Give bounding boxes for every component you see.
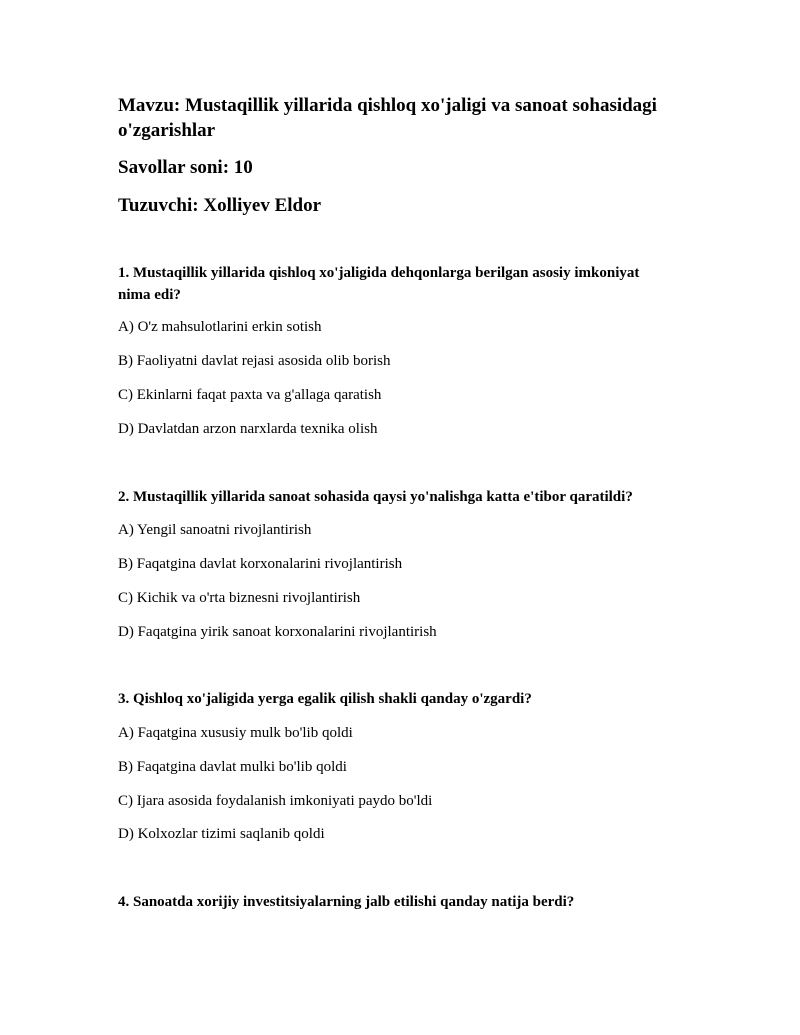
author-line: Tuzuvchi: Xolliyev Eldor (118, 195, 322, 216)
question-2-option-d: D) Faqatgina yirik sanoat korxonalarini rivojlantirish (118, 624, 437, 640)
question-1-option-a: A) O'z mahsulotlarini erkin sotish (118, 319, 322, 335)
topic-title-line2: o'zgarishlar (118, 120, 216, 141)
question-2-option-a: A) Yengil sanoatni rivojlantirish (118, 522, 312, 538)
question-2-option-b: B) Faqatgina davlat korxonalarini rivojlantirish (118, 556, 403, 572)
question-3-option-c: C) Ijara asosida foydalanish imkoniyati paydo bo'ldi (118, 793, 433, 809)
question-2-option-c: C) Kichik va o'rta biznesni rivojlantirish (118, 590, 361, 606)
question-1-option-d: D) Davlatdan arzon narxlarda texnika olish (118, 421, 378, 437)
question-1-text: 1. Mustaqillik yillarida qishloq xo'jaligida dehqonlarga berilgan asosiy imkoniyat (118, 265, 640, 281)
question-1-option-c: C) Ekinlarni faqat paxta va g'allaga qaratish (118, 387, 382, 403)
question-2-text: 2. Mustaqillik yillarida sanoat sohasida qaysi yo'nalishga katta e'tibor qaratildi? (118, 489, 633, 505)
question-1-option-b: B) Faoliyatni davlat rejasi asosida olib borish (118, 353, 391, 369)
topic-title-line1: Mavzu: Mustaqillik yillarida qishloq xo'jaligi va sanoat sohasidagi (118, 95, 657, 116)
question-3-text: 3. Qishloq xo'jaligida yerga egalik qilish shakli qanday o'zgardi? (118, 691, 532, 707)
question-1-text-cont: nima edi? (118, 287, 181, 303)
question-count: Savollar soni: 10 (118, 157, 253, 178)
question-3-option-d: D) Kolxozlar tizimi saqlanib qoldi (118, 826, 325, 842)
question-3-option-b: B) Faqatgina davlat mulki bo'lib qoldi (118, 759, 347, 775)
question-3-option-a: A) Faqatgina xususiy mulk bo'lib qoldi (118, 725, 353, 741)
question-4-text: 4. Sanoatda xorijiy investitsiyalarning jalb etilishi qanday natija berdi? (118, 894, 575, 910)
